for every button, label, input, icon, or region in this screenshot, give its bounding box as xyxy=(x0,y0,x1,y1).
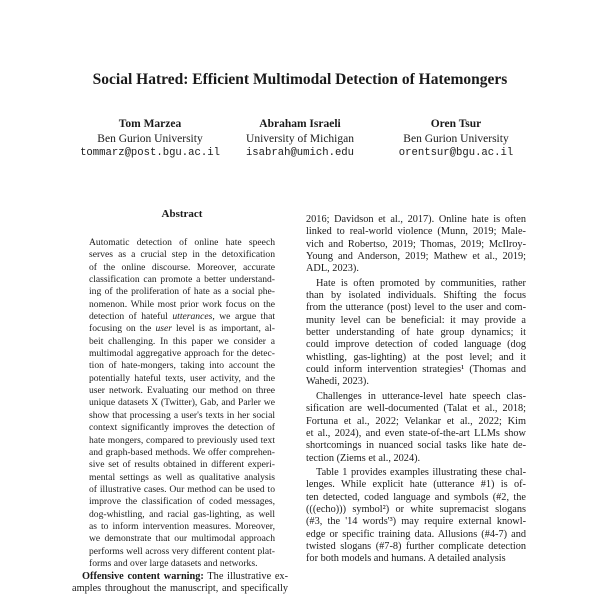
text-line: Table 1 provides examples illustrating these chal- xyxy=(316,466,526,478)
text-line: Wahedi, 2023). xyxy=(306,376,369,388)
abstract-line: multimodal aggregative approach for the detec- xyxy=(89,348,275,360)
abstract-line: of illustrative cases. Our method can be used to xyxy=(89,483,275,495)
author-name: Tom Marzea xyxy=(118,118,182,130)
abstract-line: as to inform intervention measures. Moreover, xyxy=(89,520,275,532)
abstract-line: mental settings as well as qualitative analysis xyxy=(89,471,275,483)
abstract-line: beit challenging. In this paper we consider a xyxy=(89,335,275,347)
abstract-line: ing of the proliferation of hate as a social phe- xyxy=(89,286,275,298)
abstract-line: dog-whistling, and racial gas-lighting, as well xyxy=(89,508,275,520)
text-line: lenges. While explicit hate (utterance #1) is of- xyxy=(306,479,526,491)
text-line: et al., 2024), and even state-of-the-art LLMs show xyxy=(306,427,526,439)
abstract-line: of the online discourse. Moreover, accurate xyxy=(89,261,275,273)
abstract-line: hate mongers, compared to previously used text xyxy=(89,434,275,446)
text-line: tection (Ziems et al., 2024). xyxy=(306,452,421,464)
text-line: vich and Robertso, 2019; Thomas, 2019; McIlroy- xyxy=(306,238,526,250)
abstract-heading: Abstract xyxy=(161,208,203,220)
text-line: Young and Anderson, 2019; Mathew et al., 2019; xyxy=(306,251,526,263)
text-line: Challenges in utterance-level hate speech clas- xyxy=(316,390,526,402)
text-line: (((echo))) symbol²) or white supremacist slogans xyxy=(306,503,526,515)
abstract-line: potentially hateful texts, user activity, and the xyxy=(89,372,275,384)
text-line: could improve detection of coded language (dog xyxy=(306,339,526,351)
abstract-line: we demonstrate that our multimodal approach xyxy=(89,533,275,545)
text-line: whistling, gas-lighting) at the post level; and it xyxy=(306,351,526,363)
abstract-line: unique datasets X (Twitter), Gab, and Parler we xyxy=(89,397,275,409)
paragraph xyxy=(306,391,526,465)
text-line: than by isolated individuals. Shifting the focus xyxy=(306,290,526,302)
abstract-line: Automatic detection of online hate speech xyxy=(89,237,275,248)
warning-text: amples throughout the manuscript, and specifically xyxy=(72,583,288,595)
abstract-line: user network. Evaluating our method on three xyxy=(89,385,275,397)
text-line: better understanding of hate group dynamics; it xyxy=(306,327,526,339)
abstract-line: sive set of results obtained in different experi- xyxy=(89,459,275,471)
text-line: ADL, 2023). xyxy=(306,263,359,275)
warning-label: Offensive content warning: xyxy=(82,571,204,582)
abstract-line: performs well across very different content plat- xyxy=(89,545,275,557)
author-affiliation: Ben Gurion University xyxy=(403,132,509,145)
author-name: Abraham Israeli xyxy=(259,118,341,130)
author-email: isabrah@umich.edu xyxy=(245,147,355,159)
text-line: from the utterance (post) level to the user and com- xyxy=(306,302,526,314)
warning-text: The illustrative ex- xyxy=(203,571,288,582)
text-line: could inform intervention strategies¹ (Thomas and xyxy=(306,364,526,376)
text-line: (#3, the '14 words'³) may require external knowl- xyxy=(306,516,526,528)
text-line: 2016; Davidson et al., 2017). Online hate is often xyxy=(306,214,526,225)
author-block xyxy=(356,117,556,161)
text-line: Hate is often promoted by communities, rather xyxy=(316,277,526,289)
abstract-line: tion of hate-mongers, taking into account the xyxy=(89,360,275,372)
abstract-line: show that processing a user's texts in her social xyxy=(89,409,275,421)
introduction-column xyxy=(306,214,526,566)
author-affiliation: Ben Gurion University xyxy=(97,132,203,145)
abstract-line: and graph-based methods. We offer comprehen- xyxy=(89,446,275,458)
text-line: edge or specific training data. Allusions (#4-7) and xyxy=(306,528,526,540)
author-name: Oren Tsur xyxy=(430,118,482,130)
paper-title: Social Hatred: Efficient Multimodal Detection of Hatemongers xyxy=(92,71,508,88)
abstract-line: serves as a crucial step in the detoxification xyxy=(89,249,275,261)
abstract-line: improve the classification of coded messages, xyxy=(89,496,275,508)
paragraph xyxy=(306,467,526,566)
abstract-line: detection of hateful utterances, we argue that xyxy=(89,311,275,323)
text-line: Fortuna et al., 2022; Velankar et al., 2022; Kim xyxy=(306,415,526,427)
text-line: sification are well-documented (Talat et al., 2018; xyxy=(306,403,526,415)
text-line: munity level can be beneficial: it may provide a xyxy=(306,314,526,326)
author-affiliation: University of Michigan xyxy=(246,132,354,145)
paragraph xyxy=(306,278,526,389)
paragraph xyxy=(306,214,526,276)
text-line: twisted slogans (#7-8) further complicate detection xyxy=(306,540,526,552)
text-line: for both models and humans. A detailed analysis xyxy=(306,553,506,565)
text-line: ten detected, coded language and symbols (#2, the xyxy=(306,491,526,503)
abstract-line: classification can promote a better understand- xyxy=(89,274,275,286)
author-email: orentsur@bgu.ac.il xyxy=(398,147,514,159)
abstract-line: forms and over large datasets and networks. xyxy=(89,557,258,569)
abstract-body xyxy=(89,237,275,570)
text-line: linked to real-world violence (Munn, 2019; Male- xyxy=(306,226,526,238)
abstract-line: focusing on the user level is as important, al- xyxy=(89,323,275,335)
offensive-content-warning xyxy=(72,571,288,596)
abstract-line: context significantly improves the detection of xyxy=(89,422,275,434)
author-email: tommarz@post.bgu.ac.il xyxy=(80,147,220,159)
text-line: shortcomings in nuanced social tasks like hate de- xyxy=(306,440,526,452)
abstract-line: nomenon. While most prior work focus on the xyxy=(89,298,275,310)
